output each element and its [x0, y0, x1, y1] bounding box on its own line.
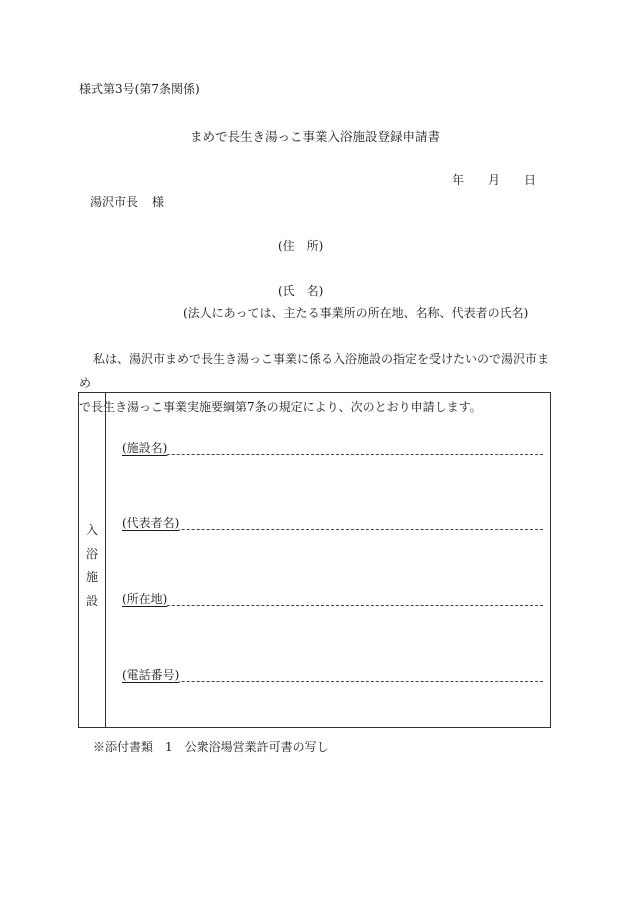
representative-label: (代表者名)	[122, 516, 180, 530]
form-number: 様式第3号(第7条関係)	[79, 82, 200, 96]
addressee-honorific: 様	[152, 195, 165, 209]
phone-label: (電話番号)	[122, 668, 180, 682]
location-field[interactable]	[122, 590, 543, 606]
attachment-heading: ※添付書類	[93, 740, 154, 754]
document-title: まめで長生き湯っこ事業入浴施設登録申請書	[189, 129, 440, 144]
side-label-char: 設	[85, 593, 98, 608]
location-label: (所在地)	[122, 592, 168, 606]
side-label-cell	[79, 393, 106, 727]
statement-line-2: で長生き湯っこ事業実施要綱第7条の規定により、次のとおり申請します。	[79, 400, 482, 414]
date-year: 年	[452, 173, 465, 187]
date-day: 日	[524, 173, 537, 187]
facility-table	[78, 392, 551, 728]
date-line	[452, 171, 536, 188]
representative-line	[122, 529, 543, 530]
attachment-number: 1	[165, 740, 173, 754]
applicant-name-label: (氏 名)	[278, 284, 324, 298]
representative-field[interactable]	[122, 514, 543, 530]
date-month: 月	[488, 173, 501, 187]
phone-field[interactable]	[122, 666, 543, 682]
side-label-char: 施	[85, 570, 98, 584]
statement-line-1: 私は、湯沢市まめで長生き湯っこ事業に係る入浴施設の指定を受けたいので湯沢市まめ	[79, 352, 550, 390]
facility-name-label: (施設名)	[122, 441, 168, 455]
applicant-address-label: (住 所)	[278, 239, 324, 253]
side-label	[79, 519, 105, 613]
attachment-note	[93, 738, 329, 755]
addressee-name: 湯沢市長	[90, 195, 139, 209]
side-label-char: 入	[85, 523, 98, 537]
addressee	[90, 193, 164, 210]
location-line	[122, 605, 543, 606]
facility-name-field[interactable]	[122, 439, 543, 455]
phone-line	[122, 681, 543, 682]
applicant-corporate-note: (法人にあっては、主たる事業所の所在地、名称、代表者の氏名)	[183, 306, 529, 320]
facility-name-line	[122, 454, 543, 455]
attachment-text: 公衆浴場営業許可書の写し	[184, 740, 329, 754]
side-label-char: 浴	[85, 546, 98, 561]
